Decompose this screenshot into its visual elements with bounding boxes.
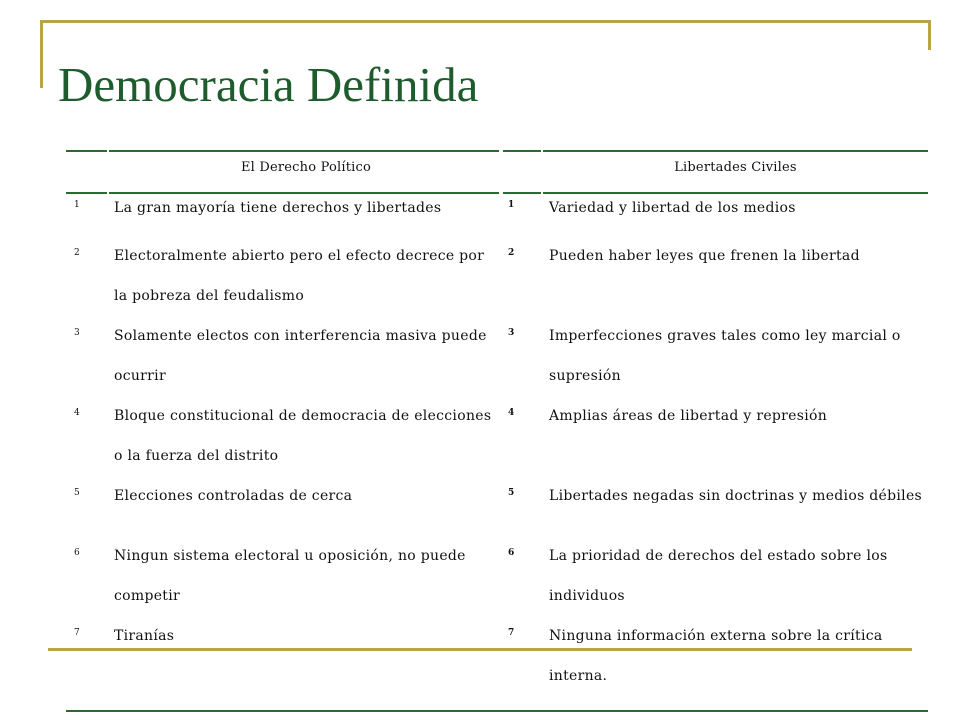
cell-line: Libertades negadas sin doctrinas y medios débiles: [549, 488, 923, 504]
cell-line: La prioridad de derechos del estado sobre los: [549, 548, 888, 564]
row-number-left: 4: [74, 408, 80, 418]
political-rights-cell: [114, 328, 494, 396]
frame-top-line: [40, 20, 931, 23]
row-number-left: 1: [74, 200, 80, 210]
cell-line: Variedad y libertad de los medios: [549, 200, 796, 216]
cell-line: Bloque constitucional de democracia de elecciones: [114, 408, 492, 424]
cell-line: supresión: [549, 368, 621, 384]
table-rule-top: [503, 150, 541, 152]
header-civil-liberties: Libertades Civiles: [674, 160, 797, 175]
frame-left-line: [40, 20, 43, 88]
row-number-right: 1: [508, 200, 515, 210]
table-rule-top: [66, 150, 107, 152]
cell-line: Pueden haber leyes que frenen la libertad: [549, 248, 860, 264]
cell-line: o la fuerza del distrito: [114, 448, 279, 464]
table-rule-bottom: [66, 710, 928, 712]
cell-line: interna.: [549, 668, 608, 684]
row-number-right: 5: [508, 488, 515, 498]
civil-liberties-cell: [549, 488, 927, 516]
row-number-left: 2: [74, 248, 80, 258]
civil-liberties-cell: [549, 548, 927, 616]
cell-line: La gran mayoría tiene derechos y libertades: [114, 200, 442, 216]
cell-line: la pobreza del feudalismo: [114, 288, 305, 304]
row-number-left: 6: [74, 548, 80, 558]
civil-liberties-cell: [549, 328, 927, 396]
civil-liberties-cell: [549, 628, 927, 696]
cell-line: Tiranías: [114, 628, 175, 644]
header-political-rights: El Derecho Político: [240, 160, 372, 175]
civil-liberties-cell: [549, 408, 927, 436]
political-rights-cell: [114, 628, 494, 656]
cell-line: Ningun sistema electoral u oposición, no puede: [114, 548, 466, 564]
cell-line: individuos: [549, 588, 625, 604]
row-number-right: 2: [508, 248, 515, 258]
political-rights-cell: [114, 488, 494, 516]
table-rule-header: [503, 192, 541, 194]
civil-liberties-cell: [549, 200, 927, 228]
row-number-left: 7: [74, 628, 80, 638]
frame-right-line: [928, 20, 931, 50]
political-rights-cell: [114, 248, 494, 316]
political-rights-cell: [114, 548, 494, 616]
frame-bottom-line: [48, 648, 912, 651]
row-number-left: 5: [74, 488, 80, 498]
row-number-right: 7: [508, 628, 515, 638]
row-number-left: 3: [74, 328, 80, 338]
slide-title: Democracia Definida: [58, 57, 479, 112]
cell-line: Imperfecciones graves tales como ley marcial o: [549, 328, 901, 344]
cell-line: ocurrir: [114, 368, 166, 384]
political-rights-cell: [114, 408, 494, 476]
row-number-right: 3: [508, 328, 515, 338]
table-rule-top: [109, 150, 499, 152]
political-rights-cell: [114, 200, 494, 228]
row-number-right: 6: [508, 548, 515, 558]
table-rule-top: [543, 150, 928, 152]
cell-line: competir: [114, 588, 180, 604]
cell-line: Solamente electos con interferencia masiva puede: [114, 328, 487, 344]
cell-line: Elecciones controladas de cerca: [114, 488, 353, 504]
table-rule-header: [66, 192, 107, 194]
cell-line: Electoralmente abierto pero el efecto decrece por: [114, 248, 485, 264]
row-number-right: 4: [508, 408, 515, 418]
cell-line: Amplias áreas de libertad y represión: [549, 408, 828, 424]
cell-line: Ninguna información externa sobre la crítica: [549, 628, 883, 644]
civil-liberties-cell: [549, 248, 927, 276]
